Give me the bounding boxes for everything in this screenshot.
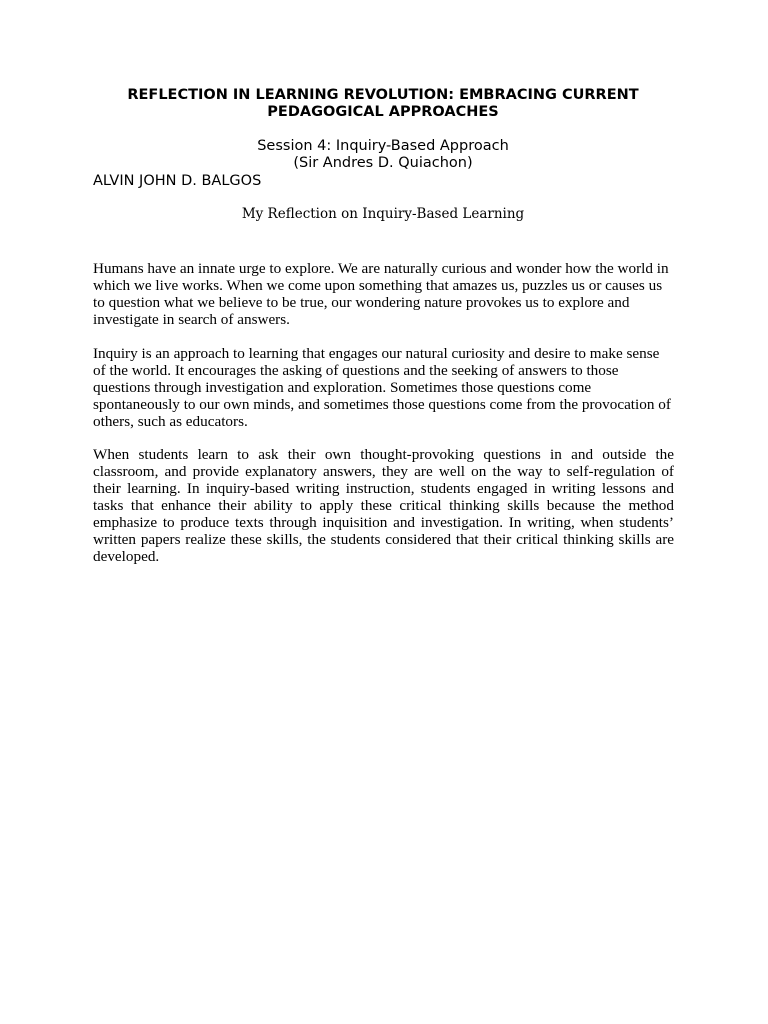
document-title — [93, 87, 673, 121]
paragraph-3: When students learn to ask their own thought-provoking questions in and outside the classroom, and provide explanatory answers, they are well on the way to self-regulation of their learning. In inquiry-based writing instruction, students engaged in writing lessons and tasks that enhance their ability to apply these critical thinking skills because the method emphasize to produce texts through inquisition and investigation. In writing, when students’ written papers realize these skills, the students considered that their critical thinking skills are developed. — [93, 446, 674, 565]
session-line-2: (Sir Andres D. Quiachon) — [293, 155, 473, 171]
paragraph-2: Inquiry is an approach to learning that engages our natural curiosity and desire to make sense of the world. It encourages the asking of questions and the seeking of answers to those questions through investigation and exploration. Sometimes those questions come spontaneously to our own minds, and sometimes those questions come from the provocation of others, such as educators. — [93, 345, 671, 430]
title-line-2: PEDAGOGICAL APPROACHES — [267, 104, 499, 120]
title-line-1: REFLECTION IN LEARNING REVOLUTION: EMBRACING CURRENT — [127, 87, 639, 103]
session-line-1: Session 4: Inquiry-Based Approach — [257, 138, 509, 154]
paragraph-1: Humans have an innate urge to explore. We are naturally curious and wonder how the world in which we live works. When we come upon something that amazes us, puzzles us or causes us to question what we believe to be true, our wondering nature provokes us to explore and investigate in search of answers. — [93, 260, 669, 328]
reflection-subtitle: My Reflection on Inquiry-Based Learning — [241, 206, 525, 222]
session-heading — [93, 138, 673, 172]
author-name: ALVIN JOHN D. BALGOS — [93, 173, 262, 189]
